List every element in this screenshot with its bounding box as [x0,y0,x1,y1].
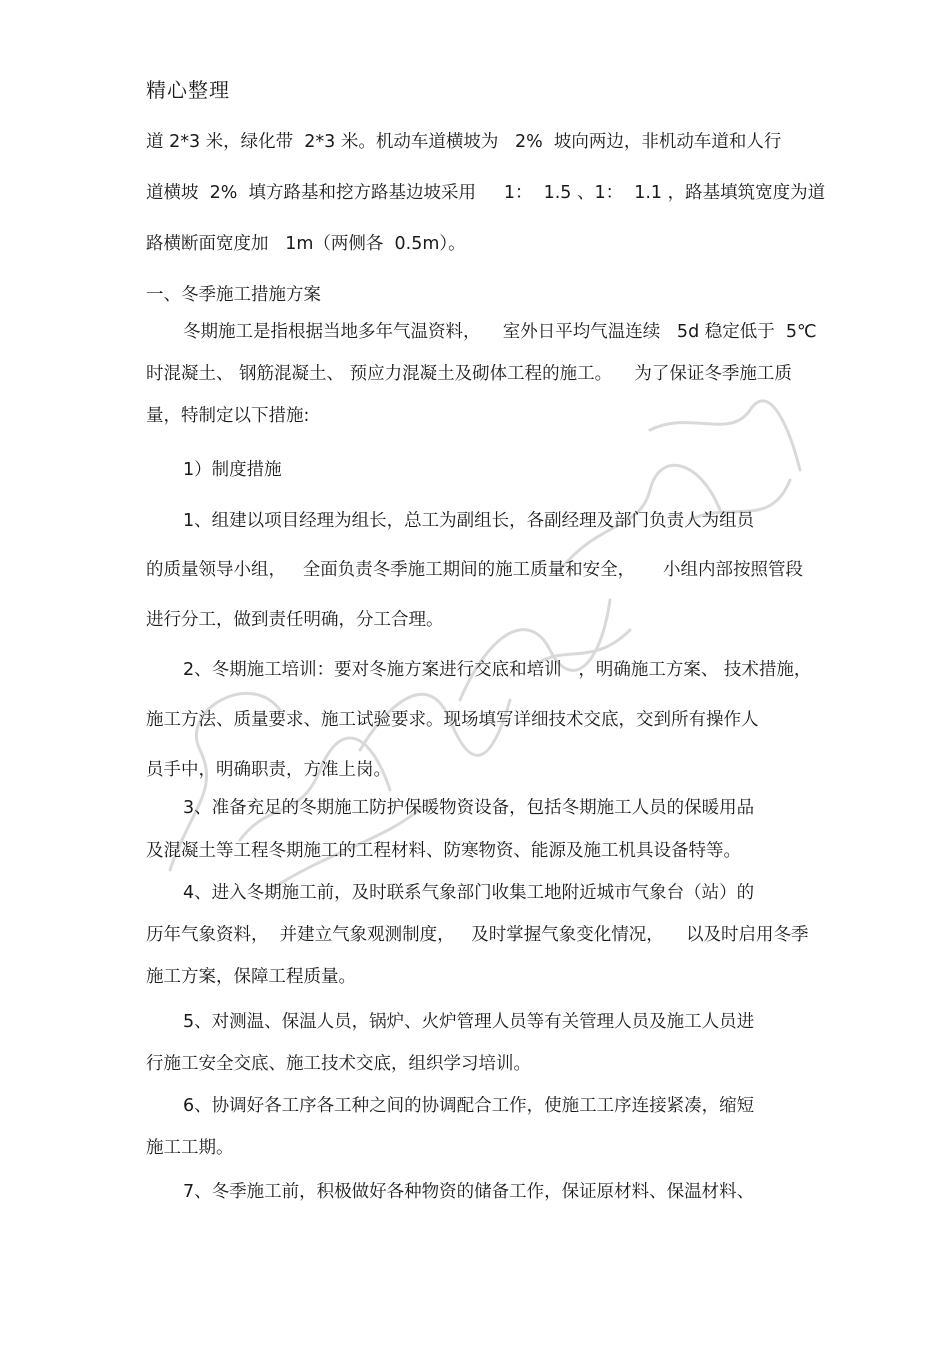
body-line: 量，特制定以下措施: [146,406,310,426]
body-line: 路横断面宽度加 1m（两侧各 0.5m）。 [146,234,466,254]
body-line: 施工方案，保障工程质量。 [146,967,356,987]
watermark-signature-icon [130,370,830,910]
body-line: 2、冬期施工培训：要对冬施方案进行交底和培训 ，明确施工方案、 技术措施， [183,660,812,680]
section-heading: 一、冬季施工措施方案 [146,285,321,305]
body-line: 进行分工，做到责任明确，分工合理。 [146,610,444,630]
body-line: 5、对测温、保温人员，锅炉、火炉管理人员等有关管理人员及施工人员进 [183,1012,755,1032]
body-line: 1、组建以项目经理为组长，总工为副组长，各副经理及部门负责人为组员 [183,511,755,531]
body-line: 4、进入冬期施工前，及时联系气象部门收集工地附近城市气象台（站）的 [183,883,755,903]
body-line: 员手中，明确职责，方准上岗。 [146,760,391,780]
body-line: 历年气象资料， 并建立气象观测制度， 及时掌握气象变化情况， 以及时启用冬季 [146,925,809,945]
body-line: 道横坡 2% 填方路基和挖方路基边坡采用 1： 1.5 、1： 1.1 ，路基填筑宽度为道 [146,183,826,203]
subsection-heading: 1）制度措施 [183,460,282,480]
body-line: 行施工安全交底、施工技术交底，组织学习培训。 [146,1054,531,1074]
body-line: 的质量领导小组， 全面负责冬季施工期间的施工质量和安全， 小组内部按照管段 [146,560,803,580]
body-line: 及混凝土等工程冬期施工的工程材料、防寒物资、能源及施工机具设备特等。 [146,841,741,861]
body-line: 7、冬季施工前，积极做好各种物资的储备工作，保证原材料、保温材料、 [183,1182,755,1202]
body-line: 6、协调好各工序各工种之间的协调配合工作，使施工工序连接紧凑，缩短 [183,1096,755,1116]
body-line: 道 2*3 米，绿化带 2*3 米。机动车道横坡为 2% 坡向两边，非机动车道和人行 [146,132,782,152]
body-line: 施工工期。 [146,1138,234,1158]
body-line: 施工方法、质量要求、施工试验要求。现场填写详细技术交底，交到所有操作人 [146,710,759,730]
page-header: 精心整理 [146,78,230,102]
body-line: 时混凝土、 钢筋混凝土、 预应力混凝土及砌体工程的施工。 为了保证冬季施工质 [146,364,792,384]
body-line: 3、准备充足的冬期施工防护保暖物资设备，包括冬期施工人员的保暖用品 [183,798,755,818]
body-line: 冬期施工是指根据当地多年气温资料， 室外日平均气温连续 5d 稳定低于 5℃ [183,322,817,342]
